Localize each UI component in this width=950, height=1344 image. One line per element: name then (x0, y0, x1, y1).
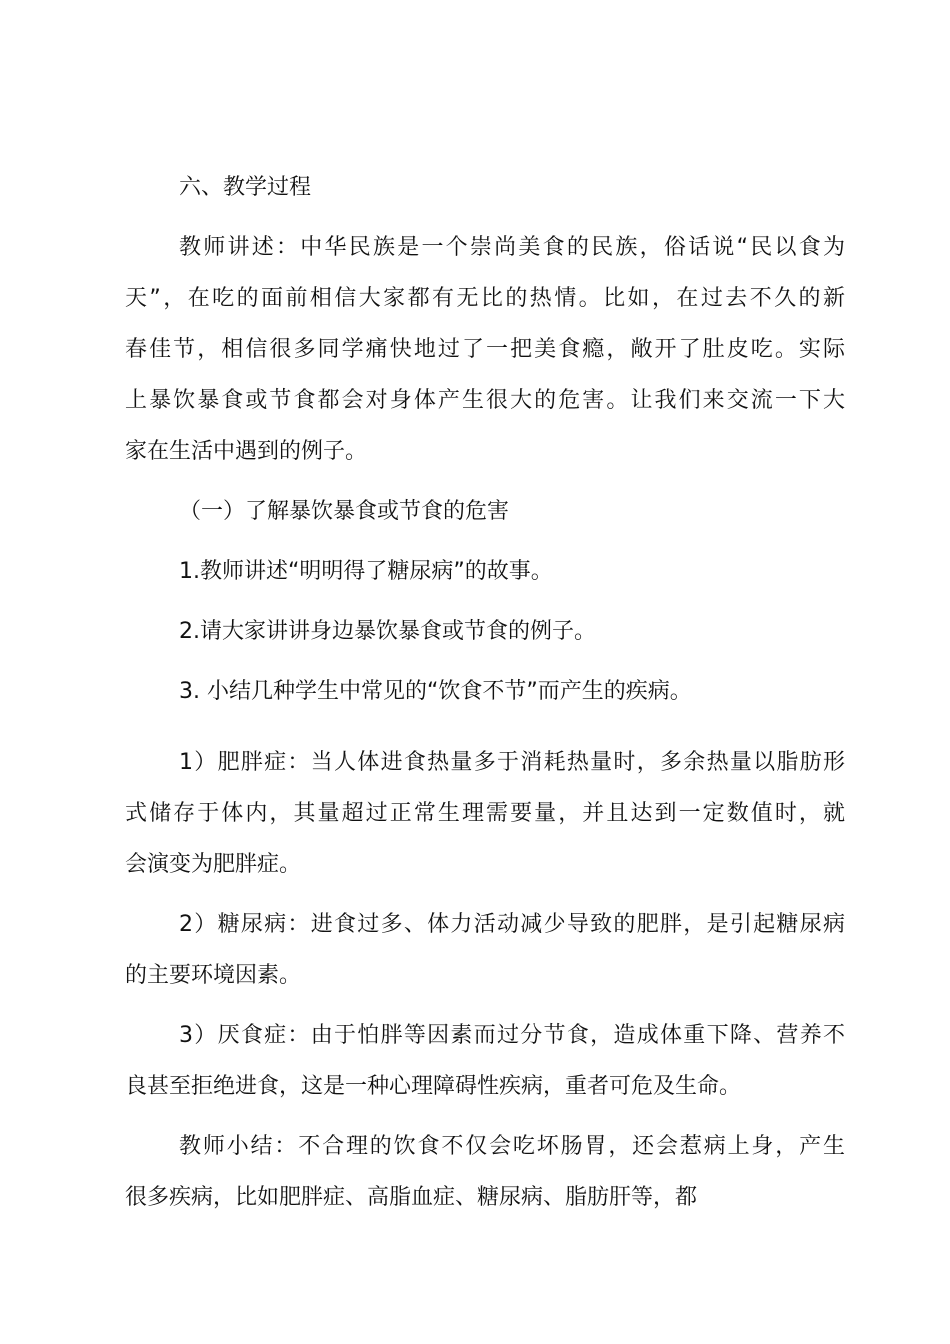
disease-diabetes-line-2: 的主要环境因素。 (125, 963, 302, 988)
intro-line-3: 春佳节，相信很多同学痛快地过了一把美食瘾，敞开了肚皮吃。实际 (125, 337, 845, 362)
disease-obesity-line-1: 1）肥胖症：当人体进食热量多于消耗热量时，多余热量以脂肪形 (179, 750, 845, 775)
intro-line-4: 上暴饮暴食或节食都会对身体产生很大的危害。让我们来交流一下大 (125, 388, 845, 413)
summary-line-1: 教师小结：不合理的饮食不仅会吃坏肠胃，还会惹病上身，产生 (179, 1134, 845, 1159)
summary-line-2: 很多疾病，比如肥胖症、高脂血症、糖尿病、脂肪肝等，都 (125, 1185, 698, 1210)
disease-anorexia-line-2: 良甚至拒绝进食，这是一种心理障碍性疾病，重者可危及生命。 (125, 1074, 742, 1099)
disease-obesity-line-3: 会演变为肥胖症。 (125, 852, 302, 877)
subsection-title: （一）了解暴饮暴食或节食的危害 (179, 499, 510, 524)
list-item-1: 1.教师讲述“明明得了糖尿病”的故事。 (179, 559, 553, 584)
list-item-3: 3. 小结几种学生中常见的“饮食不节”而产生的疾病。 (179, 679, 692, 704)
intro-line-2: 天”，在吃的面前相信大家都有无比的热情。比如，在过去不久的新 (125, 286, 845, 311)
section-heading: 六、教学过程 (179, 175, 312, 200)
document-body (125, 166, 845, 1227)
disease-anorexia-line-1: 3）厌食症：由于怕胖等因素而过分节食，造成体重下降、营养不 (179, 1023, 845, 1048)
list-item-2: 2.请大家讲讲身边暴饮暴食或节食的例子。 (179, 619, 596, 644)
intro-line-5: 家在生活中遇到的例子。 (125, 439, 368, 464)
disease-diabetes-line-1: 2）糖尿病：进食过多、体力活动减少导致的肥胖，是引起糖尿病 (179, 912, 845, 937)
disease-obesity-line-2: 式储存于体内，其量超过正常生理需要量，并且达到一定数值时，就 (125, 801, 845, 826)
intro-line-1: 教师讲述：中华民族是一个崇尚美食的民族，俗话说“民以食为 (179, 235, 845, 260)
